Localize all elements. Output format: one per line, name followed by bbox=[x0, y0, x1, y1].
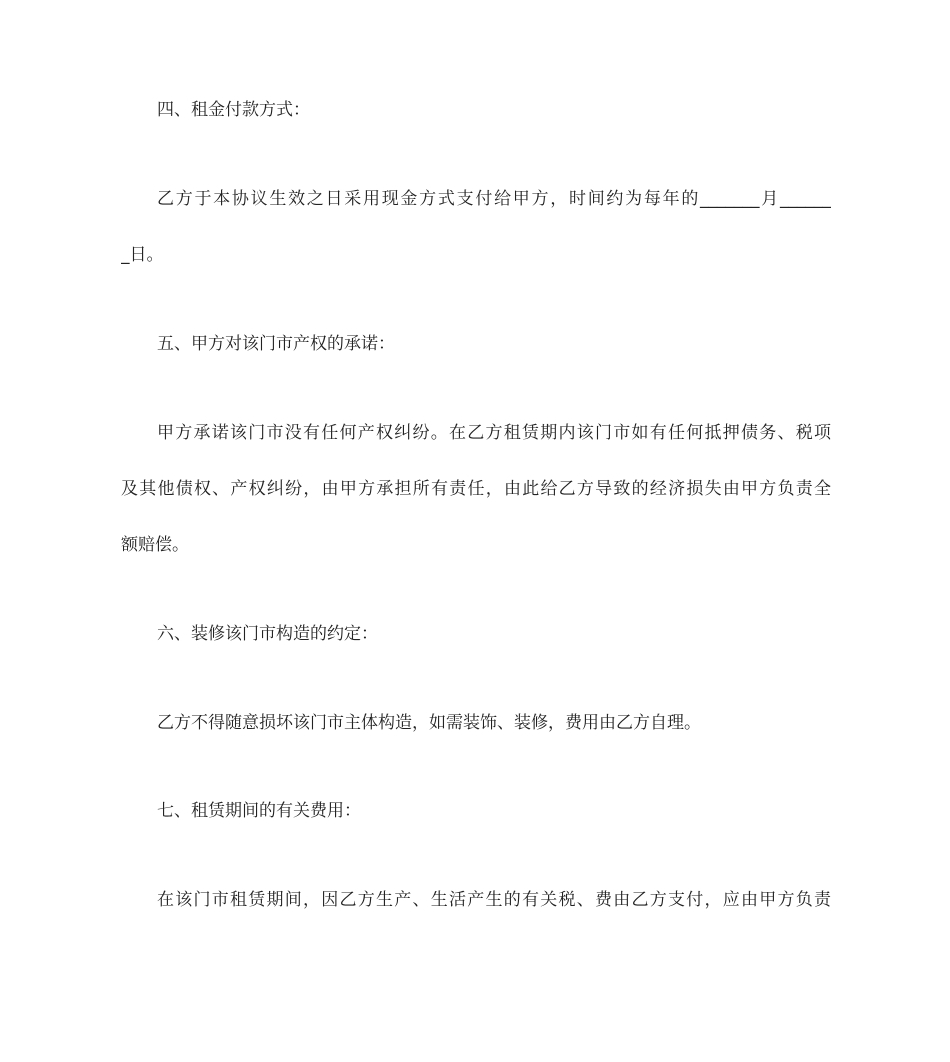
section-heading-payment-method: 四、租金付款方式： bbox=[157, 100, 310, 120]
paragraph-line: 乙方不得随意损坏该门市主体构造，如需装饰、装修，费用由乙方自理。 bbox=[157, 713, 701, 733]
section-heading-renovation: 六、装修该门市构造的约定： bbox=[157, 624, 378, 644]
section-heading-property-commitment: 五、甲方对该门市产权的承诺： bbox=[157, 334, 395, 354]
paragraph-line: _日。 bbox=[121, 245, 164, 265]
paragraph-line: 甲方承诺该门市没有任何产权纠纷。在乙方租赁期内该门市如有任何抵押债务、税项 bbox=[157, 423, 831, 443]
paragraph-line: 额赔偿。 bbox=[121, 535, 189, 555]
paragraph-line: 在该门市租赁期间，因乙方生产、生活产生的有关税、费由乙方支付，应由甲方负责 bbox=[157, 890, 831, 910]
paragraph-line: 及其他债权、产权纠纷，由甲方承担所有责任，由此给乙方导致的经济损失由甲方负责全 bbox=[121, 479, 831, 499]
paragraph-line: 乙方于本协议生效之日采用现金方式支付给甲方，时间约为每年的_______月______ bbox=[157, 189, 831, 209]
section-heading-fees: 七、租赁期间的有关费用： bbox=[157, 801, 361, 821]
